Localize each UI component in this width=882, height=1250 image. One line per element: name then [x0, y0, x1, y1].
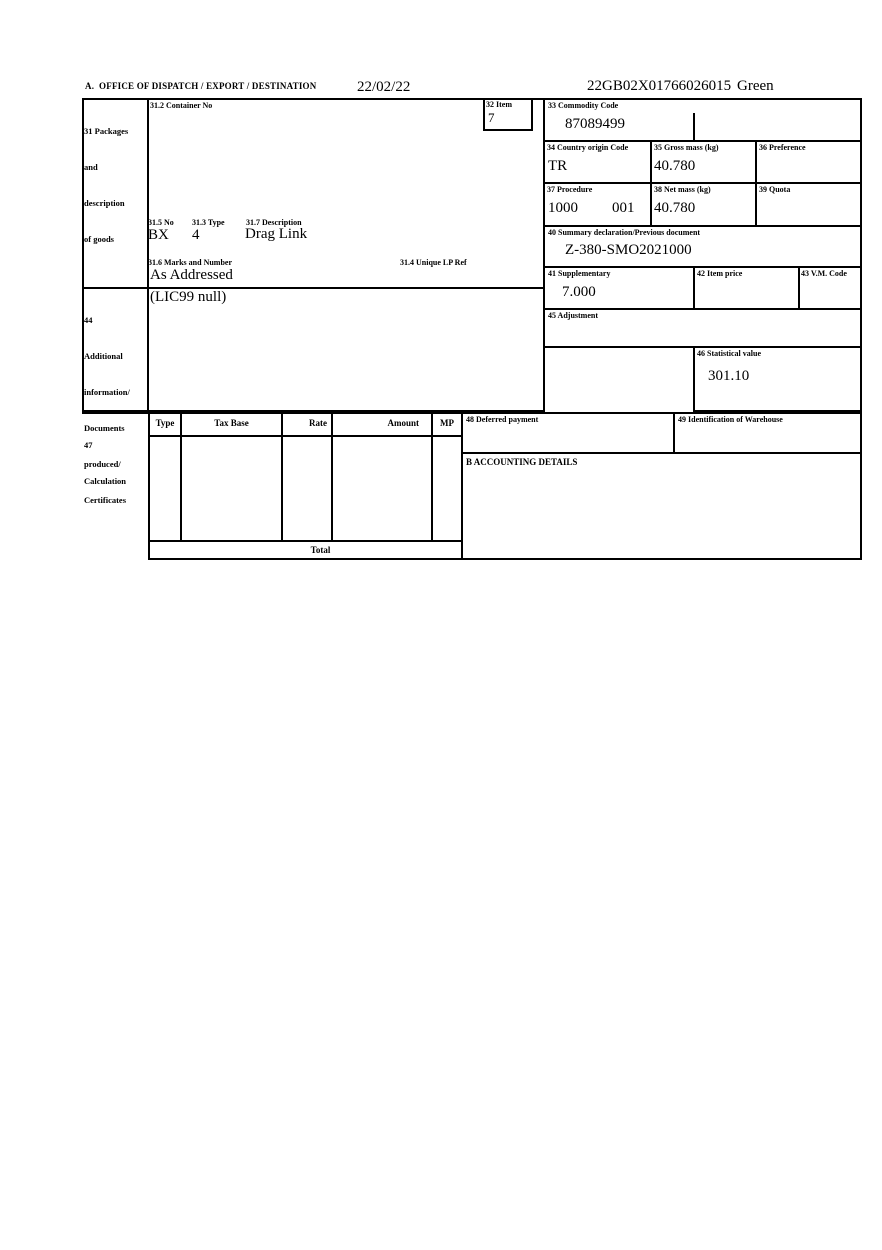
calc-column-mp: MP — [440, 418, 454, 428]
box-31-4-label: 31.4 Unique LP Ref — [400, 258, 467, 267]
box-40-label: 40 Summary declaration/Previous document — [548, 228, 701, 237]
box-31-5-label: 31.5 No — [148, 218, 174, 227]
box-47-label — [84, 415, 146, 511]
box-45-label: 45 Adjustment — [548, 311, 599, 320]
box-47-label-line: 47 — [84, 440, 93, 450]
box-31-7-label: 31.7 Description — [246, 218, 302, 227]
box-31-label-line: of goods — [84, 234, 114, 244]
total-label: Total — [310, 545, 331, 555]
box-44-label-line: Additional — [84, 351, 123, 361]
box-44-content — [147, 287, 545, 412]
box-38-value: 40.780 — [654, 200, 696, 216]
calc-body-cell-tax-base — [180, 435, 283, 542]
box-34-value: TR — [548, 158, 568, 174]
box-39-label: 39 Quota — [759, 185, 791, 194]
box-42-label: 42 Item price — [697, 269, 743, 278]
calc-body-cell-mp — [431, 435, 463, 542]
box-31-label — [84, 101, 146, 269]
box-37-value-1: 1000 — [548, 200, 578, 216]
box-49-label: 49 Identification of Warehouse — [678, 415, 783, 424]
declaration-reference: 22GB02X01766026015 — [587, 78, 732, 94]
box-35-value: 40.780 — [654, 158, 696, 174]
box-31-3-value: 4 — [192, 227, 200, 243]
accounting-details-label: B ACCOUNTING DETAILS — [466, 457, 578, 467]
box-40-value: Z-380-SMO2021000 — [565, 242, 692, 258]
box-31-label-line: and — [84, 162, 98, 172]
calc-body-cell-amount — [331, 435, 433, 542]
box-37-label: 37 Procedure — [547, 185, 593, 194]
box-33-value: 87089499 — [565, 116, 625, 132]
box-32-value: 7 — [488, 110, 495, 125]
routing-status: Green — [737, 78, 774, 94]
box-44-value: (LIC99 null) — [150, 289, 227, 305]
box-31-3-label: 31.3 Type — [192, 218, 225, 227]
box-48-label: 48 Deferred payment — [466, 415, 539, 424]
calc-column-amount: Amount — [387, 418, 419, 428]
box-31-7-value: Drag Link — [245, 226, 308, 242]
box-43-label: 43 V.M. Code — [801, 269, 847, 278]
box-46-value: 301.10 — [708, 368, 750, 384]
box-44-label-line: information/ — [84, 387, 130, 397]
box-32-label: 32 Item — [486, 100, 512, 109]
declaration-date: 22/02/22 — [357, 79, 411, 95]
box-34-label: 34 Country origin Code — [547, 143, 629, 152]
box-31-5-value: BX — [148, 227, 169, 243]
calc-column-rate: Rate — [309, 418, 327, 428]
calc-body-cell-type — [148, 435, 182, 542]
calc-column-type: Type — [155, 418, 175, 428]
box-45-adjustment-dotted-area — [543, 346, 695, 412]
calc-body-cell-rate — [281, 435, 333, 542]
box-31-6-value: As Addressed — [150, 267, 233, 283]
office-of-dispatch-label: A. OFFICE OF DISPATCH / EXPORT / DESTINATION — [85, 81, 317, 91]
box-37-value-2: 001 — [612, 200, 635, 216]
box-31-label-line: description — [84, 198, 125, 208]
accounting-details-box — [461, 452, 862, 560]
box-33-label: 33 Commodity Code — [548, 101, 619, 110]
box-44-label-line: Certificates — [84, 495, 127, 505]
box-38-label: 38 Net mass (kg) — [654, 185, 711, 194]
box-41-value: 7.000 — [562, 284, 596, 300]
box-44-label-line: Documents — [84, 423, 125, 433]
box-36-label: 36 Preference — [759, 143, 806, 152]
box-44-label-line: produced/ — [84, 459, 121, 469]
box-41-label: 41 Supplementary — [548, 269, 611, 278]
calc-column-tax-base: Tax Base — [214, 418, 249, 428]
box-46-label: 46 Statistical value — [697, 349, 761, 358]
box-47-label-line: Calculation — [84, 476, 127, 486]
box-31-6-label: 31.6 Marks and Number — [148, 258, 233, 267]
box-31-label-line: 31 Packages — [84, 126, 129, 136]
box-35-label: 35 Gross mass (kg) — [654, 143, 719, 152]
box-44-label-line: 44 — [84, 315, 93, 325]
commodity-code-divider — [693, 113, 695, 142]
box-31-2-label: 31.2 Container No — [150, 101, 213, 110]
